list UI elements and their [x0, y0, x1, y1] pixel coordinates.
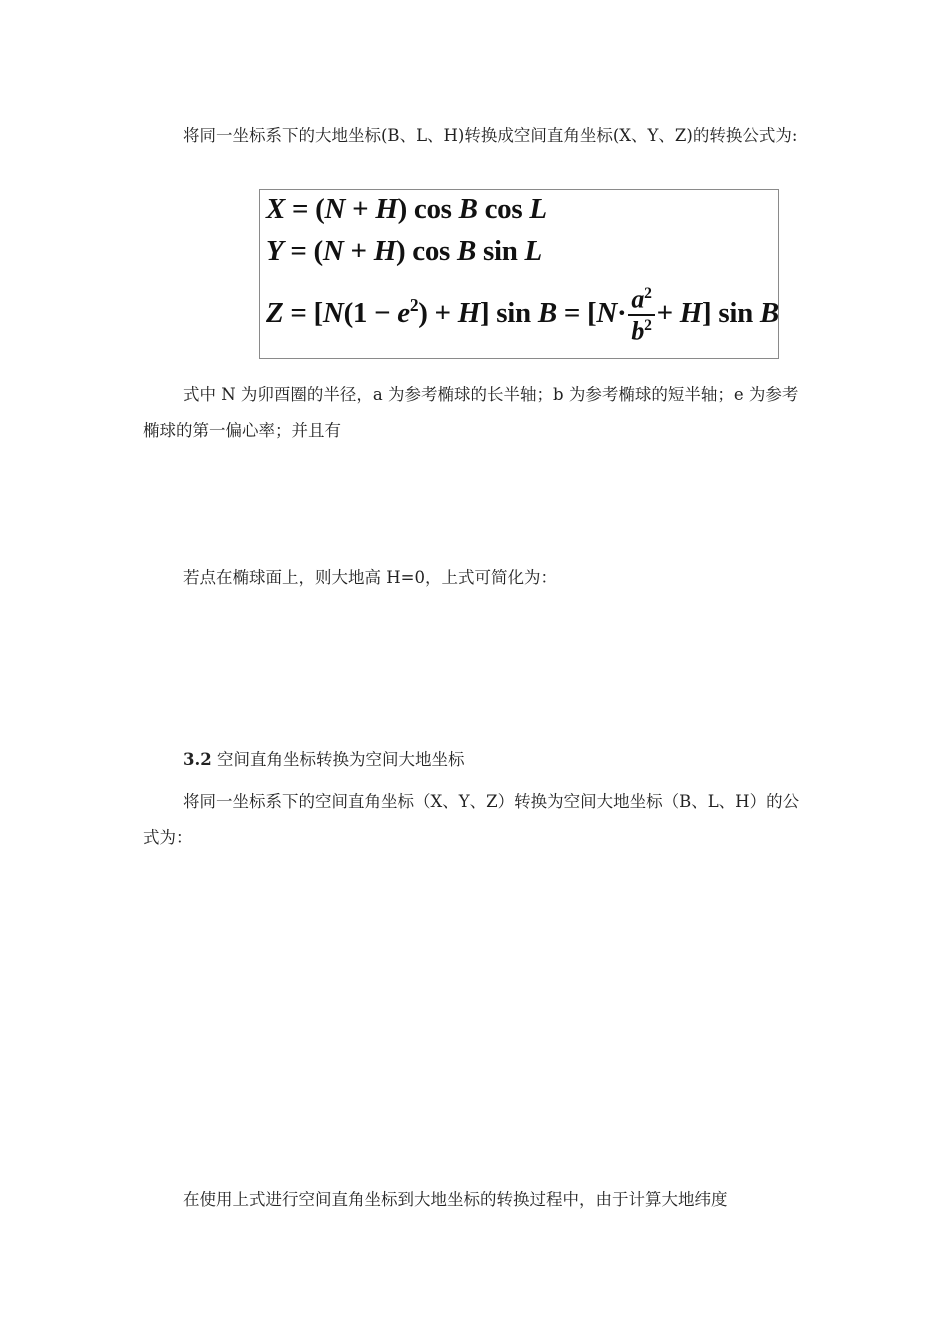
- section-title: 空间直角坐标转换为空间大地坐标: [211, 750, 465, 769]
- formula-image: [259, 189, 779, 359]
- formula-y: Y = (N + H) cos B sin L: [266, 235, 542, 267]
- section-number: 3.2: [183, 750, 212, 769]
- variable-description-paragraph: 式中 N 为卯酉圈的半径，a 为参考椭球的长半轴；b 为参考椭球的短半轴；e 为参考椭球的第一偏心率；并且有: [143, 385, 799, 440]
- simplification-paragraph: 若点在椭球面上，则大地高 H=0，上式可简化为：: [183, 568, 557, 587]
- section-heading: [143, 742, 811, 778]
- intro-paragraph: 将同一坐标系下的大地坐标(B、L、H)转换成空间直角坐标(X、Y、Z)的转换公式为:: [183, 126, 798, 145]
- formula-x: X = (N + H) cos B cos L: [266, 193, 547, 225]
- conversion-process-paragraph: 在使用上式进行空间直角坐标到大地坐标的转换过程中，由于计算大地纬度: [183, 1190, 728, 1209]
- formula-z: $Z = [N(1 - e^2) + H]$ sin B = [N· $\frac{a^2}{b^2}$ + H] sin B: [266, 284, 779, 346]
- inverse-formula-intro-paragraph: 将同一坐标系下的空间直角坐标（X、Y、Z）转换为空间大地坐标（B、L、H）的公式为：: [143, 792, 800, 847]
